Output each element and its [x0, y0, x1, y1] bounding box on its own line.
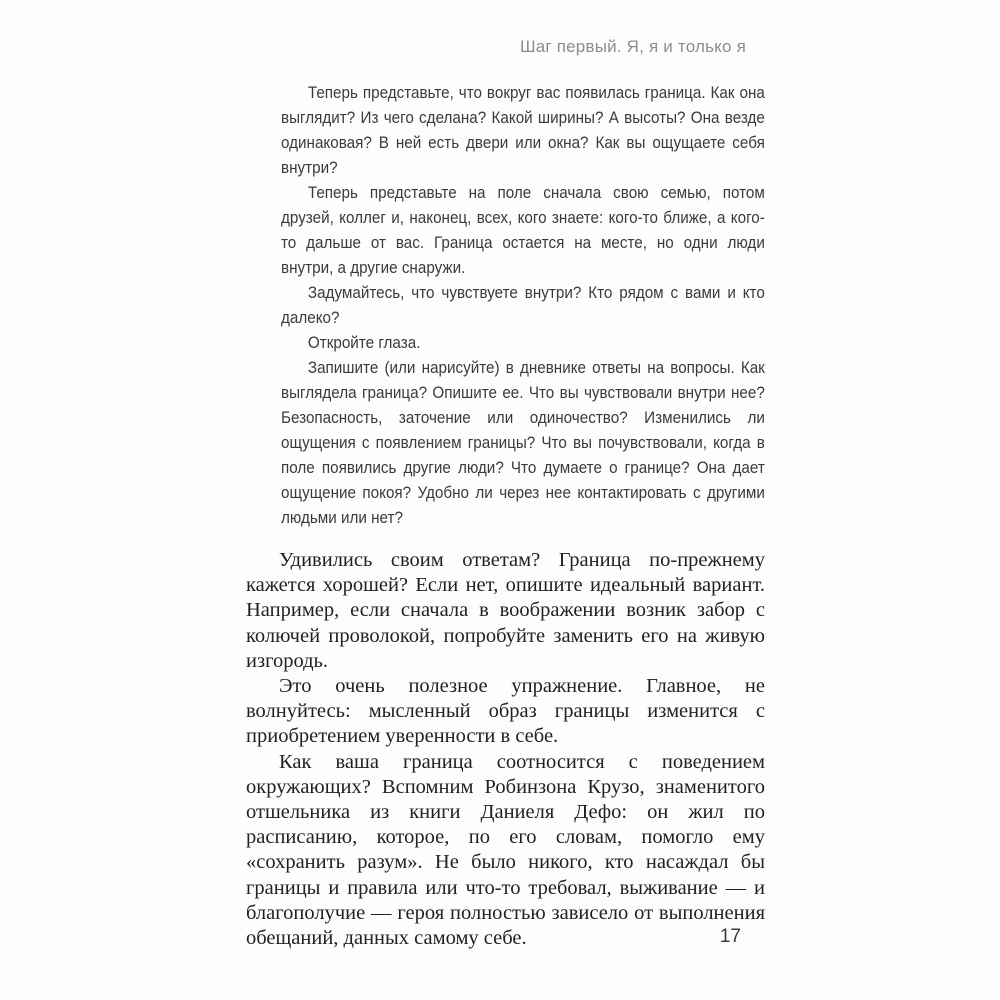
page-number: 17 — [719, 926, 741, 947]
exercise-block — [281, 80, 765, 530]
paragraph: Задумайтесь, что чувствуете внутри? Кто рядом с вами и кто далеко? — [281, 283, 765, 327]
paragraph: Теперь представьте на поле сначала свою семью, потом друзей, коллег и, наконец, всех, кого знаете: кого-то ближе, а кого-то дальше от вас. Граница остается на месте, но одни люди внутри, а другие снаружи. — [281, 183, 765, 277]
paragraph: Удивились своим ответам? Граница по-прежнему кажется хорошей? Если нет, опишите идеальный вариант. Например, если сначала в воображении возник забор с колючей проволокой, попробуйте заменить его на живую изгородь. — [246, 549, 765, 672]
running-header: Шаг первый. Я, я и только я — [519, 37, 746, 56]
paragraph: Это очень полезное упражнение. Главное, не волнуйтесь: мысленный образ границы изменится с приобретением уверенности в себе. — [246, 675, 765, 748]
paragraph: Запишите (или нарисуйте) в дневнике ответы на вопросы. Как выглядела граница? Опишите ее. Что вы чувствовали внутри нее? Безопасность, заточение или одиночество? Изменились ли ощущения с появлением границы? Что вы почувствовали, когда в поле появились другие люди? Что думаете о границе? Она дает ощущение покоя? Удобно ли через нее контактировать с другими людьми или нет? — [281, 358, 765, 527]
paragraph: Откройте глаза. — [307, 333, 421, 352]
body-text-block — [246, 548, 765, 951]
paragraph: Как ваша граница соотносится с поведением окружающих? Вспомним Робинзона Крузо, знаменитого отшельника из книги Даниеля Дефо: он жил по расписанию, которое, по его словам, помогло ему «сохранить разум». Не было никого, кто насаждал бы границы и правила или что-то требовал, выживание — и благополучие — героя полностью зависело от выполнения обещаний, данных самому себе. — [246, 750, 765, 950]
paragraph: Теперь представьте, что вокруг вас появилась граница. Как она выглядит? Из чего сделана? Какой ширины? А высоты? Она везде одинаковая? В ней есть двери или окна? Как вы ощущаете себя внутри? — [281, 83, 765, 177]
